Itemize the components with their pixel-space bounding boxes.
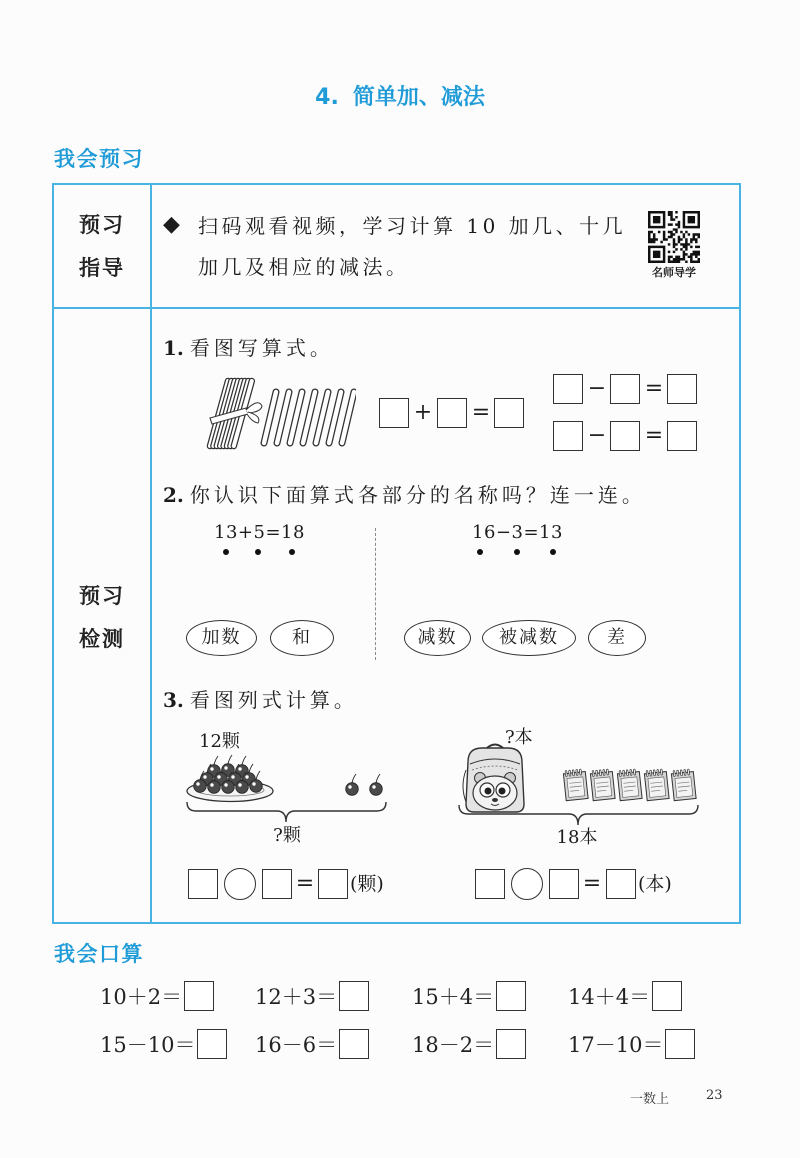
answer-box[interactable] bbox=[475, 869, 505, 899]
oral-problem bbox=[255, 981, 369, 1011]
subtraction-equation: 16−3=13 bbox=[472, 522, 563, 543]
answer-box[interactable] bbox=[652, 981, 682, 1011]
cherry-icon bbox=[370, 774, 383, 795]
unit-label: (本) bbox=[638, 873, 672, 895]
question-1-text: 看图写算式。 bbox=[189, 336, 334, 360]
preview-section-heading: 我会预习 bbox=[54, 147, 144, 171]
dashed-divider bbox=[375, 528, 376, 660]
bear-pupil bbox=[499, 788, 506, 795]
answer-box[interactable] bbox=[553, 421, 583, 451]
oral-problem bbox=[100, 981, 214, 1011]
qr-caption: 名师导学 bbox=[652, 266, 696, 279]
oral-expression: 12＋3＝ bbox=[255, 985, 338, 1009]
stick bbox=[342, 392, 354, 443]
notebook-icon bbox=[671, 769, 696, 801]
term-oval-addend: 加数 bbox=[186, 620, 257, 656]
answer-box[interactable] bbox=[610, 374, 640, 404]
answer-box[interactable] bbox=[184, 981, 214, 1011]
addition-equation: 13+5=18 bbox=[214, 522, 305, 543]
page-number: 23 bbox=[706, 1088, 723, 1103]
oral-expression: 16－6＝ bbox=[255, 1033, 338, 1057]
equals-sign: = bbox=[644, 376, 664, 401]
notebooks-icon bbox=[556, 760, 700, 806]
equals-sign: = bbox=[582, 871, 602, 896]
check-row-label bbox=[54, 575, 150, 661]
answer-box[interactable] bbox=[262, 869, 292, 899]
oral-problem bbox=[412, 981, 526, 1011]
stick bbox=[290, 392, 302, 443]
term-oval-minuend: 被减数 bbox=[482, 620, 576, 656]
connect-dot bbox=[255, 549, 261, 555]
connect-dot bbox=[550, 549, 556, 555]
connect-dot bbox=[223, 549, 229, 555]
two-cherries-icon bbox=[340, 764, 390, 800]
backpack-strap bbox=[463, 770, 466, 802]
single-sticks-icon bbox=[256, 388, 356, 448]
term-oval-difference: 差 bbox=[588, 620, 646, 656]
stick bbox=[316, 392, 328, 443]
right-brace bbox=[458, 803, 700, 827]
table-row-divider bbox=[54, 307, 739, 309]
answer-box[interactable] bbox=[496, 981, 526, 1011]
oral-problem bbox=[100, 1029, 227, 1059]
equals-sign: = bbox=[644, 423, 664, 448]
oral-expression: 17－10＝ bbox=[568, 1033, 664, 1057]
oral-problem bbox=[568, 1029, 695, 1059]
unknown-count-label: ?本 bbox=[505, 727, 533, 748]
question-2 bbox=[163, 483, 646, 507]
term-oval-sum: 和 bbox=[270, 620, 334, 656]
known-count-label: 12颗 bbox=[199, 731, 240, 752]
lesson-title bbox=[0, 80, 800, 111]
answer-box[interactable] bbox=[339, 1029, 369, 1059]
question-2-text: 你认识下面算式各部分的名称吗？连一连。 bbox=[189, 483, 646, 507]
question-3-number: 3. bbox=[163, 688, 184, 712]
book-name: 一数上 bbox=[630, 1092, 670, 1107]
answer-box[interactable] bbox=[379, 398, 409, 428]
unit-label: (颗) bbox=[350, 873, 384, 895]
answer-box[interactable] bbox=[339, 981, 369, 1011]
guide-row-label bbox=[54, 204, 150, 290]
check-label-line2: 检测 bbox=[79, 627, 125, 651]
qr-code-icon bbox=[648, 211, 700, 263]
answer-box[interactable] bbox=[610, 421, 640, 451]
equals-sign: = bbox=[471, 400, 491, 425]
question-1-number: 1. bbox=[163, 336, 184, 360]
answer-box[interactable] bbox=[318, 869, 348, 899]
stick bbox=[264, 392, 276, 443]
oral-problem bbox=[412, 1029, 526, 1059]
cherry-icon bbox=[346, 774, 359, 795]
plate-of-cherries-icon bbox=[184, 752, 276, 804]
bear-pupil bbox=[485, 788, 492, 795]
answer-box[interactable] bbox=[606, 869, 636, 899]
plus-sign: + bbox=[413, 400, 433, 425]
operator-circle[interactable] bbox=[511, 868, 543, 900]
guide-text-line2: 加几及相应的减法。 bbox=[198, 255, 410, 279]
term-oval-subtrahend: 减数 bbox=[404, 620, 471, 656]
operator-circle[interactable] bbox=[224, 868, 256, 900]
question-1 bbox=[163, 336, 334, 360]
oral-problem bbox=[255, 1029, 369, 1059]
stick bbox=[329, 392, 341, 443]
answer-box[interactable] bbox=[188, 869, 218, 899]
guide-label-line2: 指导 bbox=[79, 256, 125, 280]
question-3 bbox=[163, 688, 358, 712]
answer-box[interactable] bbox=[553, 374, 583, 404]
connect-dot bbox=[477, 549, 483, 555]
question-2-number: 2. bbox=[163, 483, 184, 507]
oral-expression: 15＋4＝ bbox=[412, 985, 495, 1009]
equals-sign: = bbox=[295, 871, 315, 896]
notebook-icon bbox=[617, 769, 642, 801]
total-question-label: ?颗 bbox=[273, 825, 301, 846]
connect-dot bbox=[289, 549, 295, 555]
minus-sign: − bbox=[587, 423, 607, 448]
minus-sign: − bbox=[587, 376, 607, 401]
guide-text-line1: 扫码观看视频，学习计算 10 加几、十几 bbox=[198, 214, 627, 238]
notebook-icon bbox=[590, 769, 615, 801]
answer-box[interactable] bbox=[494, 398, 524, 428]
oral-expression: 14＋4＝ bbox=[568, 985, 651, 1009]
check-label-line1: 预习 bbox=[79, 584, 125, 608]
table-column-divider bbox=[150, 185, 152, 922]
notebook-icon bbox=[563, 769, 588, 801]
question-3-text: 看图列式计算。 bbox=[189, 688, 358, 712]
answer-box[interactable] bbox=[496, 1029, 526, 1059]
diamond-bullet-icon: ◆ bbox=[163, 212, 180, 237]
oral-expression: 18－2＝ bbox=[412, 1033, 495, 1057]
connect-dot bbox=[514, 549, 520, 555]
oral-section-heading: 我会口算 bbox=[54, 942, 144, 966]
answer-box[interactable] bbox=[197, 1029, 227, 1059]
total-count-label: 18本 bbox=[556, 827, 598, 848]
lesson-title-text: 简单加、减法 bbox=[352, 85, 485, 110]
oral-expression: 15－10＝ bbox=[100, 1033, 196, 1057]
left-brace bbox=[186, 800, 388, 824]
bear-nose bbox=[492, 798, 498, 802]
lesson-number: 4. bbox=[315, 85, 339, 110]
answer-box[interactable] bbox=[667, 374, 697, 404]
oral-expression: 10＋2＝ bbox=[100, 985, 183, 1009]
stick bbox=[303, 392, 315, 443]
answer-box[interactable] bbox=[665, 1029, 695, 1059]
answer-box[interactable] bbox=[437, 398, 467, 428]
stick bbox=[277, 392, 289, 443]
oral-problem bbox=[568, 981, 682, 1011]
guide-label-line1: 预习 bbox=[79, 213, 125, 237]
notebook-icon bbox=[644, 769, 669, 801]
answer-box[interactable] bbox=[667, 421, 697, 451]
qr-modules bbox=[648, 211, 700, 263]
answer-box[interactable] bbox=[549, 869, 579, 899]
